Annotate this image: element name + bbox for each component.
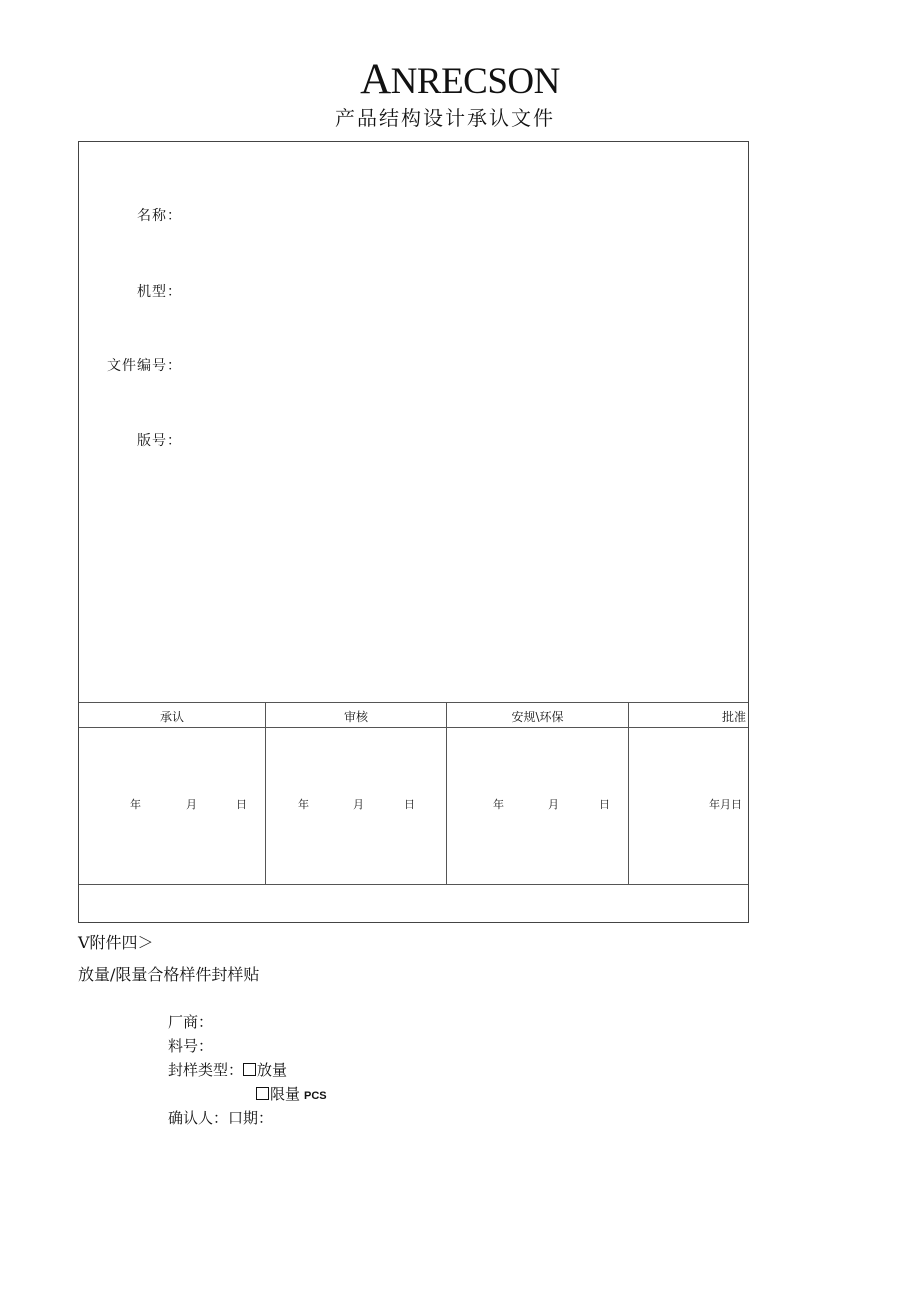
attachment-title: 放量/限量合格样件封样贴 bbox=[78, 965, 260, 984]
signature-header-authorize: 批准 bbox=[721, 710, 746, 724]
seal-type-row bbox=[168, 1060, 287, 1080]
date-label: 口期： bbox=[228, 1109, 274, 1127]
seal-type-label: 封样类型： bbox=[168, 1061, 244, 1079]
part-number-label: 料号： bbox=[168, 1037, 214, 1055]
limit-row bbox=[256, 1084, 327, 1106]
doc-number-label: 文件编号： bbox=[107, 358, 182, 374]
release-checkbox[interactable] bbox=[243, 1063, 256, 1076]
unit-label: PCS bbox=[304, 1090, 327, 1102]
brand-initial: A bbox=[360, 56, 391, 103]
date-month: 月 bbox=[548, 798, 559, 811]
attachment-heading: V附件四＞ bbox=[78, 933, 154, 952]
signature-header-approve: 承认 bbox=[159, 710, 184, 724]
confirmer-label: 确认人： bbox=[168, 1109, 229, 1127]
company-brand bbox=[0, 58, 920, 104]
date-month: 月 bbox=[353, 798, 364, 811]
date-year: 年 bbox=[298, 798, 309, 811]
date-year: 年 bbox=[130, 798, 141, 811]
document-title: 产品结构设计承认文件 bbox=[335, 106, 555, 130]
vendor-label: 厂商： bbox=[168, 1013, 214, 1031]
limit-option-label: 限量 bbox=[270, 1085, 301, 1103]
signature-divider bbox=[628, 702, 629, 884]
model-label: 机型： bbox=[137, 284, 182, 300]
signature-top-line bbox=[79, 702, 748, 703]
confirm-row bbox=[168, 1108, 273, 1128]
signature-header-review: 审核 bbox=[343, 710, 368, 724]
date-month: 月 bbox=[186, 798, 197, 811]
version-label: 版号： bbox=[137, 433, 182, 449]
cover-frame bbox=[78, 141, 749, 923]
date-day: 日 bbox=[236, 798, 247, 811]
cover-field-labels bbox=[79, 142, 182, 542]
brand-rest: NRECSON bbox=[390, 61, 560, 102]
signature-divider bbox=[265, 702, 266, 884]
signature-bottom-line bbox=[79, 884, 748, 885]
release-option-label: 放量 bbox=[257, 1061, 288, 1079]
name-label: 名称： bbox=[137, 208, 182, 224]
date-year: 年 bbox=[493, 798, 504, 811]
signature-divider bbox=[446, 702, 447, 884]
date-day: 日 bbox=[404, 798, 415, 811]
signature-header-safety: 安规\环保 bbox=[511, 710, 564, 724]
date-compact: 年月日 bbox=[709, 798, 742, 811]
date-day: 日 bbox=[599, 798, 610, 811]
limit-checkbox[interactable] bbox=[256, 1087, 269, 1100]
